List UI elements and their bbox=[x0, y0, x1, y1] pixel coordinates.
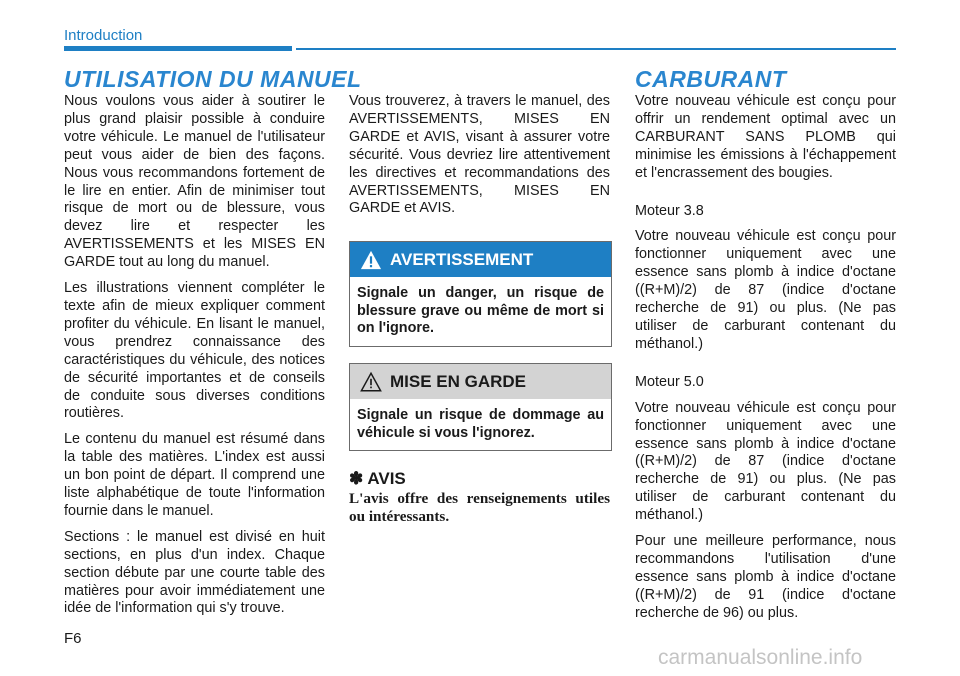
heading-utilisation: UTILISATION DU MANUEL bbox=[64, 66, 362, 92]
notice-text: L'avis offre des renseignements utiles ou intéressants. bbox=[349, 490, 610, 525]
notice-symbol: ✽ bbox=[349, 469, 364, 488]
column-2-intro bbox=[349, 93, 610, 226]
warning-title: AVERTISSEMENT bbox=[390, 249, 534, 269]
column-3 bbox=[635, 93, 896, 631]
paragraph: Le contenu du manuel est résumé dans la table des matières. L'index est aussi un bon point de départ. Il comprend une liste alphabétique de toute l'information fournie dans le manuel. bbox=[64, 431, 325, 519]
paragraph: Pour une meilleure performance, nous recommandons l'utilisation d'une essence sans plomb à indice d'octane ((R+M)/2) de 91 (indice d'octane recherche de 96) ou plus. bbox=[635, 533, 896, 621]
header-rule-thin bbox=[296, 48, 896, 50]
caution-title: MISE EN GARDE bbox=[390, 371, 527, 391]
warning-header bbox=[350, 242, 611, 277]
watermark: carmanualsonline.info bbox=[658, 646, 863, 669]
paragraph: Nous voulons vous aider à soutirer le plus grand plaisir possible à conduire votre véhicule. Le manuel de l'utilisateur peut vous aider de bien des façons. Nous vous recommandons fortement de le lire en entier. Afin de minimiser tout risque de mort ou de blessure, vous devez lire et respecter les AVERTISSEMENTS et les MISES EN GARDE tout au long du manuel. bbox=[64, 93, 325, 271]
caution-text: Signale un risque de dommage au véhicule si vous l'ignorez. bbox=[357, 407, 604, 441]
header-rule-thick bbox=[64, 46, 292, 51]
paragraph: Votre nouveau véhicule est conçu pour offrir un rendement optimal avec un CARBURANT SANS PLOMB qui minimise les émissions à l'échappement et l'encrassement des bougies. bbox=[635, 93, 896, 181]
warning-text: Signale un danger, un risque de blessure grave ou même de mort si on l'ignore. bbox=[357, 285, 604, 337]
engine-label: Moteur 3.8 bbox=[635, 202, 704, 219]
section-label: Introduction bbox=[64, 27, 143, 44]
heading-carburant: CARBURANT bbox=[635, 66, 787, 92]
paragraph: Les illustrations viennent compléter le texte afin de mieux expliquer comment profiter du véhicule. En lisant le manuel, vous prendrez connaissance des caractéristiques du véhicule, des notices de sécurité importantes et de conseils de conduite sous diverses conditions routières. bbox=[64, 280, 325, 422]
warning-box bbox=[349, 241, 612, 347]
caution-box bbox=[349, 363, 612, 451]
caution-header bbox=[350, 364, 611, 399]
notice-label: AVIS bbox=[367, 469, 406, 488]
paragraph: Sections : le manuel est divisé en huit sections, en plus d'un index. Chaque section débute par une courte table des matières pour avoir immédiatement une idée de l'information qui s'y trouve. bbox=[64, 528, 325, 617]
column-1 bbox=[64, 93, 325, 626]
notice-title bbox=[349, 469, 406, 489]
paragraph: Votre nouveau véhicule est conçu pour fonctionner uniquement avec une essence sans plomb à indice d'octane ((R+M)/2) de 87 (indice d'octane recherche de 91) ou plus. (Ne pas utiliser de carburant contenant du méthanol.) bbox=[635, 228, 896, 352]
paragraph: Vous trouverez, à travers le manuel, des AVERTISSEMENTS, MISES EN GARDE et AVIS, visant à assurer votre sécurité. Vous devriez lire attentivement les directives et recommandations des AVERTISSEMENTS, MISES EN GARDE et AVIS. bbox=[349, 93, 610, 217]
page-number: F6 bbox=[64, 630, 82, 647]
paragraph: Votre nouveau véhicule est conçu pour fonctionner uniquement avec une essence sans plomb à indice d'octane ((R+M)/2) de 87 (indice d'octane recherche de 91) ou plus. (Ne pas utiliser de carburant contenant du méthanol.) bbox=[635, 399, 896, 524]
caution-triangle-icon bbox=[360, 371, 382, 393]
warning-triangle-icon bbox=[360, 249, 382, 271]
engine-label: Moteur 5.0 bbox=[635, 373, 704, 390]
